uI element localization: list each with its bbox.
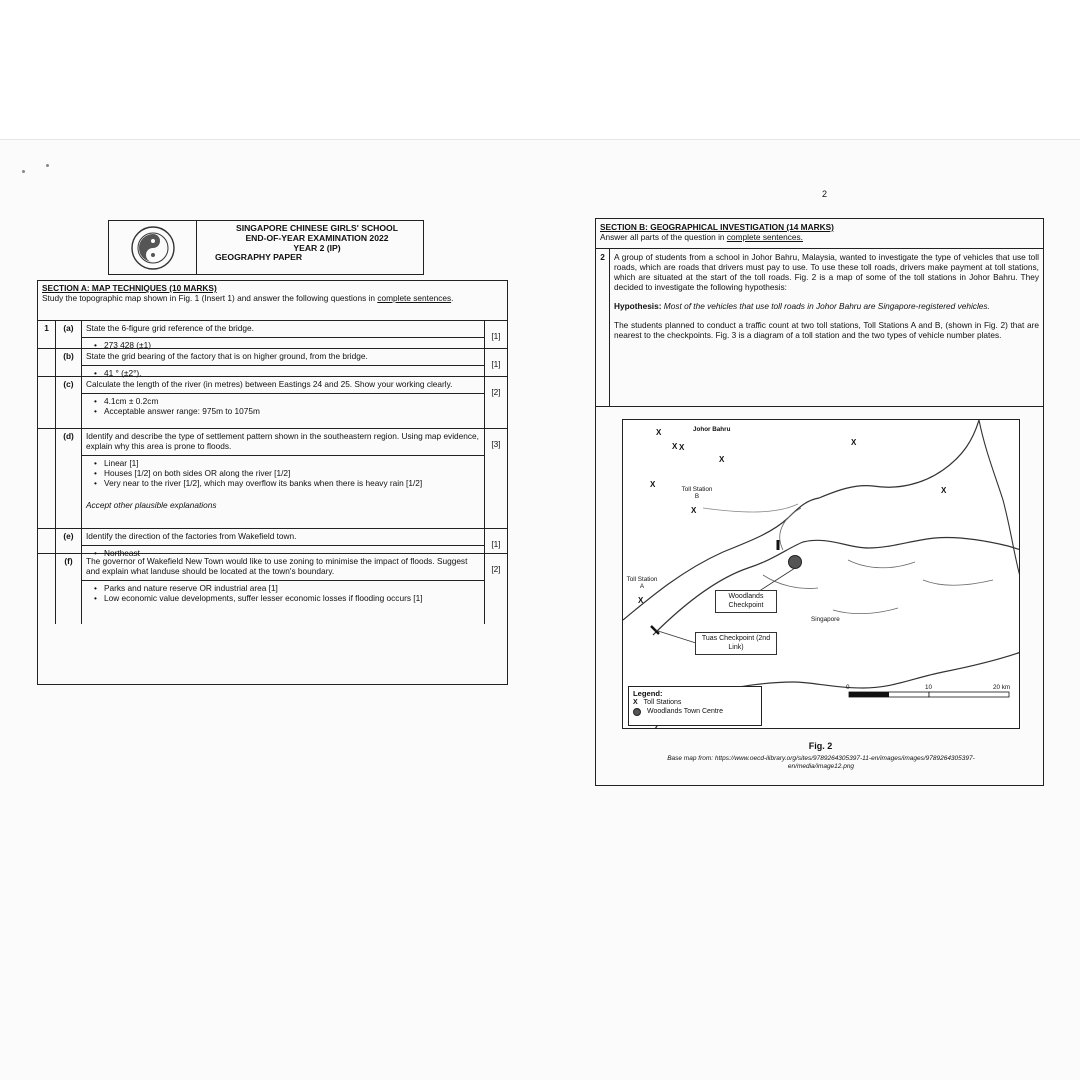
question-paragraph: A group of students from a school in Johor Bahru, Malaysia, wanted to investigate the type of vehicles that use toll roads, which are roads that drivers must pay to use. To use these toll roads, drivers make payment at toll stations, which are situated at the start of the toll roads. Fig. 2 is a map of some of the toll stations in Johor Bahru. They decided to investigate the following hypothesis: [614,252,1039,292]
question-part: (f) [56,554,82,624]
section-b-title: SECTION B: GEOGRAPHICAL INVESTIGATION (14 MARKS) [600,222,834,232]
year-level: YEAR 2 (IP) [293,242,341,253]
question-row [38,554,507,624]
question-text: Identify and describe the type of settlement pattern shown in the southeastern region. Using map evidence, explain why this area is prone to floods. [86,431,479,451]
scan-speck [46,164,49,167]
section-a-instruction [42,293,503,303]
town-centre-dot-icon [633,708,641,716]
question-body [82,554,485,624]
question-text: Calculate the length of the river (in metres) between Eastings 24 and 25. Show your working clearly. [86,379,453,389]
tuas-checkpoint-callout: Tuas Checkpoint (2nd Link) [695,632,777,655]
question-part: (c) [56,377,82,428]
question-part: (d) [56,429,82,528]
instruction-emphasis: complete sentences [377,293,452,303]
answer-item: • 273 428 (±1) [104,340,480,350]
base-map-source: Base map from: https://www.oecd-ilibrary.org/sites/9789264305397-11-en/images/images/9789264305397-en/media/image12.png [667,755,975,770]
toll-station-marker: X [656,428,662,437]
instruction-dot: . [451,293,454,303]
section-a-title: SECTION A: MAP TECHNIQUES (10 MARKS) [42,283,217,293]
question-body [82,377,485,428]
marking-note: Accept other plausible explanations [86,500,217,510]
johor-bahru-label: Johor Bahru [693,426,731,433]
coastline-map [623,420,1020,729]
mark-allocation: [1] [491,359,501,369]
toll-station-marker: X [672,442,678,451]
question-body [610,249,1043,406]
mark-allocation: [1] [491,539,501,549]
answer-item: • 4.1cm ± 0.2cm [104,396,480,406]
legend-town-label: Woodlands Town Centre [647,708,724,715]
answer-item: • 41 ° (±2°). [104,368,480,378]
question-number [38,429,56,528]
answer-list [82,580,484,605]
question-row [38,321,507,349]
figure-caption: Fig. 2 [808,741,833,751]
answer-item: • Houses [1/2] on both sides OR along the river [1/2] [104,468,480,478]
scale-label-0: 0 [846,684,850,691]
toll-station-marker: X [851,438,857,447]
question-body [82,429,485,528]
hypothesis [614,301,1039,311]
instruction-text: Study the topographic map shown in Fig. 1 (Insert 1) and answer the following questions in [42,293,375,303]
question-text: The governor of Wakefield New Town would like to use zoning to minimise the impact of floods. Suggest and explain what landuse should be located at the town's boundary. [86,556,468,576]
question-number [38,554,56,624]
exam-header [108,220,424,275]
toll-station-marker: X [719,455,725,464]
viewer-top-area [0,0,1080,140]
toll-station-map [622,419,1020,729]
instruction-text: Answer all parts of the question in [600,232,725,242]
toll-symbol-icon: X [633,699,638,706]
scale-label-10: 10 [925,684,933,691]
answer-list [82,455,484,490]
legend-toll-label: Toll Stations [643,699,682,706]
answer-item: • Linear [1] [104,458,480,468]
answer-item: • Acceptable answer range: 975m to 1075m [104,406,480,416]
school-crest-icon [130,225,176,271]
question-2 [596,249,1043,407]
question-number: 1 [38,321,56,348]
section-b-header [596,219,1043,249]
question-body [82,529,485,558]
question-body [82,349,485,376]
mark-allocation: [2] [491,387,501,397]
toll-station-marker: X [650,480,656,489]
question-text: State the grid bearing of the factory that is on higher ground, from the bridge. [86,351,368,361]
scan-speck [22,170,25,173]
question-rows [38,321,507,624]
answer-item: • Low economic value developments, suffer lesser economic losses if flooding occurs [1] [104,593,480,603]
answer-item: • Parks and nature reserve OR industrial area [1] [104,583,480,593]
question-number [38,349,56,376]
question-body [82,321,485,348]
toll-station-marker: X [679,443,685,452]
question-part: (b) [56,349,82,376]
instruction-emphasis: complete sentences. [726,232,803,242]
section-b-box [595,218,1044,786]
toll-station-b-marker: X [691,506,697,515]
map-legend [628,686,762,726]
exam-title [197,221,423,274]
question-part: (e) [56,529,82,553]
mark-allocation: [3] [491,439,501,449]
question-paragraph: The students planned to conduct a traffic count at two toll stations, Toll Stations A and B, (shown in Fig. 2) that are nearest to the checkpoints. Fig. 3 is a diagram of a toll station and the two types of vehicle number plates. [614,320,1039,340]
toll-station-a-marker: X [638,596,644,605]
section-b-instruction [600,232,1039,242]
school-crest-cell [109,221,197,274]
paper-name: GEOGRAPHY PAPER [215,252,303,263]
section-a-table [37,280,508,685]
answer-list [82,393,484,418]
legend-row-town [633,707,757,716]
answer-item: • Northeast [104,548,480,558]
toll-station-marker: X [941,486,947,495]
hypothesis-text: Most of the vehicles that use toll roads in Johor Bahru are Singapore-registered vehicles. [663,301,990,311]
woodlands-checkpoint-callout: Woodlands Checkpoint [715,590,777,613]
question-row [38,429,507,529]
mark-allocation: [1] [491,331,501,341]
legend-row-toll [633,698,757,707]
question-text: Identify the direction of the factories from Wakefield town. [86,531,297,541]
exam-name: END-OF-YEAR EXAMINATION 2022 [245,232,389,243]
question-number: 2 [596,249,610,406]
mark-allocation: [2] [491,564,501,574]
toll-station-b-label: Toll Station B [681,486,713,500]
question-number [38,377,56,428]
question-number [38,529,56,553]
answer-item: • Very near to the river [1/2], which may overflow its banks when there is heavy rain [1/2] [104,478,480,488]
hypothesis-label: Hypothesis: [614,301,662,311]
scale-label-20: 20 km [993,684,1011,691]
legend-title: Legend: [633,689,663,698]
question-row [38,377,507,429]
singapore-label: Singapore [811,616,840,623]
section-a-header [38,281,507,321]
toll-station-a-label: Toll Station A [626,576,658,590]
question-text: State the 6-figure grid reference of the bridge. [86,323,254,333]
question-row [38,529,507,558]
question-part: (a) [56,321,82,348]
page-number: 2 [822,189,828,199]
question-row [38,349,507,377]
school-name: SINGAPORE CHINESE GIRLS' SCHOOL [235,223,398,233]
